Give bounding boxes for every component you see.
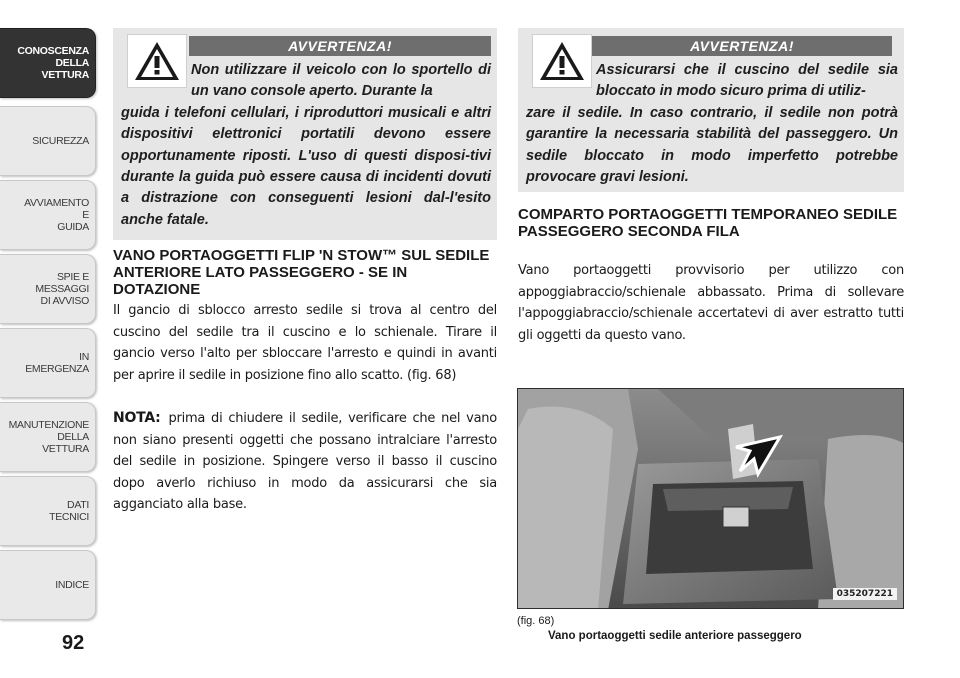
warning-box-seat-cushion	[518, 28, 904, 192]
warning-text-rest: zare il sedile. In caso contrario, il sedile non potrà garantire la necessaria stabilità del passeggero. Un sedile bloccato in modo imperfetto potrebbe provocare gravi lesioni.	[526, 104, 898, 186]
section-heading-comparto: COMPARTO PORTAOGGETTI TEMPORANEO SEDILE PASSEGGERO SECONDA FILA	[518, 206, 898, 240]
tab-label: SPIE E MESSAGGI DI AVVISO	[35, 271, 89, 307]
tab-sicurezza[interactable]	[0, 106, 96, 176]
tab-label: AVVIAMENTO E GUIDA	[24, 197, 89, 233]
section-paragraph-comparto: Vano portaoggetti provvisorio per utilizzo con appoggiabraccio/schienale abbassato. Prima di sollevare l'appoggiabraccio/schienale accertatevi di aver estratto tutti gli oggetti da questo vano.	[518, 263, 904, 343]
tab-dati-tecnici[interactable]	[0, 476, 96, 546]
storage-compartment-illustration	[518, 389, 904, 609]
figure-68-photo	[517, 388, 904, 609]
figure-caption: Vano portaoggetti sedile anteriore passeggero	[548, 630, 802, 642]
warning-text-first: Non utilizzare il veicolo con lo sportello di un vano console aperto. Durante la	[191, 62, 491, 100]
warning-text-first: Assicurarsi che il cuscino del sedile sia bloccato in modo sicuro prima di utiliz-	[596, 62, 898, 100]
tab-conoscenza-della-vettura[interactable]	[0, 28, 96, 98]
warning-text	[526, 60, 898, 188]
page-number: 92	[62, 632, 85, 654]
chapter-tabs	[0, 0, 100, 678]
tab-label: DATI TECNICI	[49, 499, 89, 523]
tab-spie-e-messaggi[interactable]	[0, 254, 96, 324]
tab-label: SICUREZZA	[32, 135, 89, 147]
tab-label: MANUTENZIONE DELLA VETTURA	[8, 419, 89, 455]
nota-paragraph	[113, 408, 497, 516]
warning-text	[121, 60, 491, 231]
section-paragraph-flip-n-stow: Il gancio di sblocco arresto sedile si trova al centro del cuscino del sedile tra il cuscino e lo schienale. Tirare il gancio verso l'alto per sbloccare l'arresto e quindi in avanti per aprire il sedile in posizione fino allo scatto. (fig. 68)	[113, 303, 497, 383]
nota-text: prima di chiudere il sedile, verificare che nel vano non siano presenti oggetti che possano intralciare l'arresto del sedile in posizione. Spingere verso il basso il cuscino dopo averlo richiuso in modo da assicurarsi che sia agganciato alla base.	[113, 411, 497, 512]
tab-label: INDICE	[55, 579, 89, 591]
warning-title: AVVERTENZA!	[189, 36, 491, 56]
figure-label: (fig. 68)	[517, 615, 555, 627]
warning-box-console	[113, 28, 497, 240]
tab-in-emergenza[interactable]	[0, 328, 96, 398]
warning-title: AVVERTENZA!	[592, 36, 892, 56]
nota-label: NOTA:	[113, 410, 161, 426]
warning-text-rest: guida i telefoni cellulari, i riproduttori musicali e altri dispositivi elettronici portatili devono essere opportunamente riposti. L'uso di questi disposi-tivi durante la guida può essere causa di incidenti dovuti a distrazione con conseguenti lesioni dal-l'esito anche fatale.	[121, 104, 491, 228]
tab-manutenzione[interactable]	[0, 402, 96, 472]
tab-label: IN EMERGENZA	[25, 351, 89, 375]
section-heading-flip-n-stow: VANO PORTAOGGETTI FLIP 'N STOW™ SUL SEDILE ANTERIORE LATO PASSEGGERO - SE IN DOTAZIONE	[113, 247, 490, 298]
tab-indice[interactable]	[0, 550, 96, 620]
tab-avviamento-e-guida[interactable]	[0, 180, 96, 250]
tab-label: CONOSCENZA DELLA VETTURA	[17, 45, 89, 81]
figure-code: 035207221	[833, 588, 897, 600]
